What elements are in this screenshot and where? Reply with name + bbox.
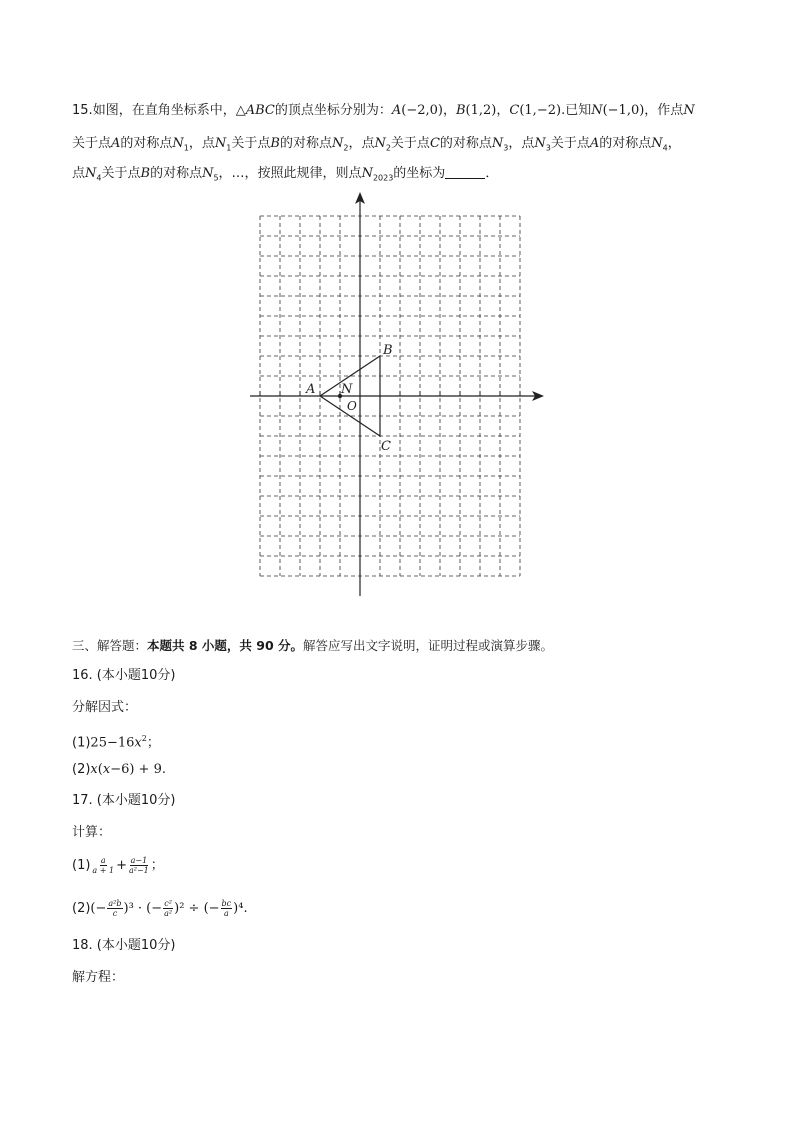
label-b: B: [383, 343, 393, 358]
section-3-heading: 三、解答题：本题共 8 小题，共 90 分。解答应写出文字说明，证明过程或演算步骤。: [72, 638, 554, 653]
q16-title: 16. (本小题10分): [72, 668, 176, 683]
fraction: $\frac{\text{a²b}}{c}$: [108, 899, 122, 918]
q15-number: 15.: [72, 103, 93, 118]
fraction: $\frac{a}{a + 1}$: [92, 856, 115, 875]
q18-instruction: 解方程：: [72, 970, 125, 985]
q16-part-1: $(1)25-16x^2$；: [72, 734, 160, 751]
label-o: O: [347, 399, 357, 413]
q17-title: 17. (本小题10分): [72, 793, 176, 808]
q15-line-2: 关于点A的对称点$N_1$，点$N_1$关于点B的对称点$N_2$，点$N_2$关于点C的对称点$N_3$，点$N_3$关于点A的对称点$N_4$，: [72, 136, 681, 153]
q17-part-2: (2)(− $\frac{\text{a²b}}{c}$ )³ · (− $\frac{\text{c²}}{\text{a²}}$ )² ÷ (− $\frac{bc}{a}$ )⁴.: [72, 899, 248, 918]
q17-part-1: (1) $\frac{a}{a + 1}$ + $\frac{a-1}{\text{a²−1}}$ ；: [72, 856, 164, 875]
label-c: C: [381, 439, 391, 454]
q18-title: 18. (本小题10分): [72, 938, 176, 953]
x-axis-ticks: [260, 391, 520, 396]
fraction: $\frac{a-1}{\text{a²−1}}$: [128, 856, 149, 875]
q16-instruction: 分解因式：: [72, 700, 138, 715]
coordinate-grid-figure: [240, 188, 560, 608]
q15-line-3: 点$N_4$关于点B的对称点$N_5$，…，按照此规律，则点$N_{2023}$的坐标为 ．: [72, 166, 499, 183]
label-a: A: [306, 382, 316, 397]
q15-line-1: 15.如图，在直角坐标系中，△ABC的顶点坐标分别为：A(−2,0)，B(1,2)，C(1,−2).已知N(−1,0)，作点N: [72, 103, 695, 118]
answer-blank: [445, 164, 485, 179]
fraction: $\frac{\text{c²}}{\text{a²}}$: [164, 899, 173, 918]
q16-part-2: (2)x(x−6) + 9.: [72, 762, 166, 777]
q17-instruction: 计算：: [72, 825, 112, 840]
fraction: $\frac{bc}{a}$: [221, 899, 232, 918]
label-n: N: [341, 382, 353, 397]
